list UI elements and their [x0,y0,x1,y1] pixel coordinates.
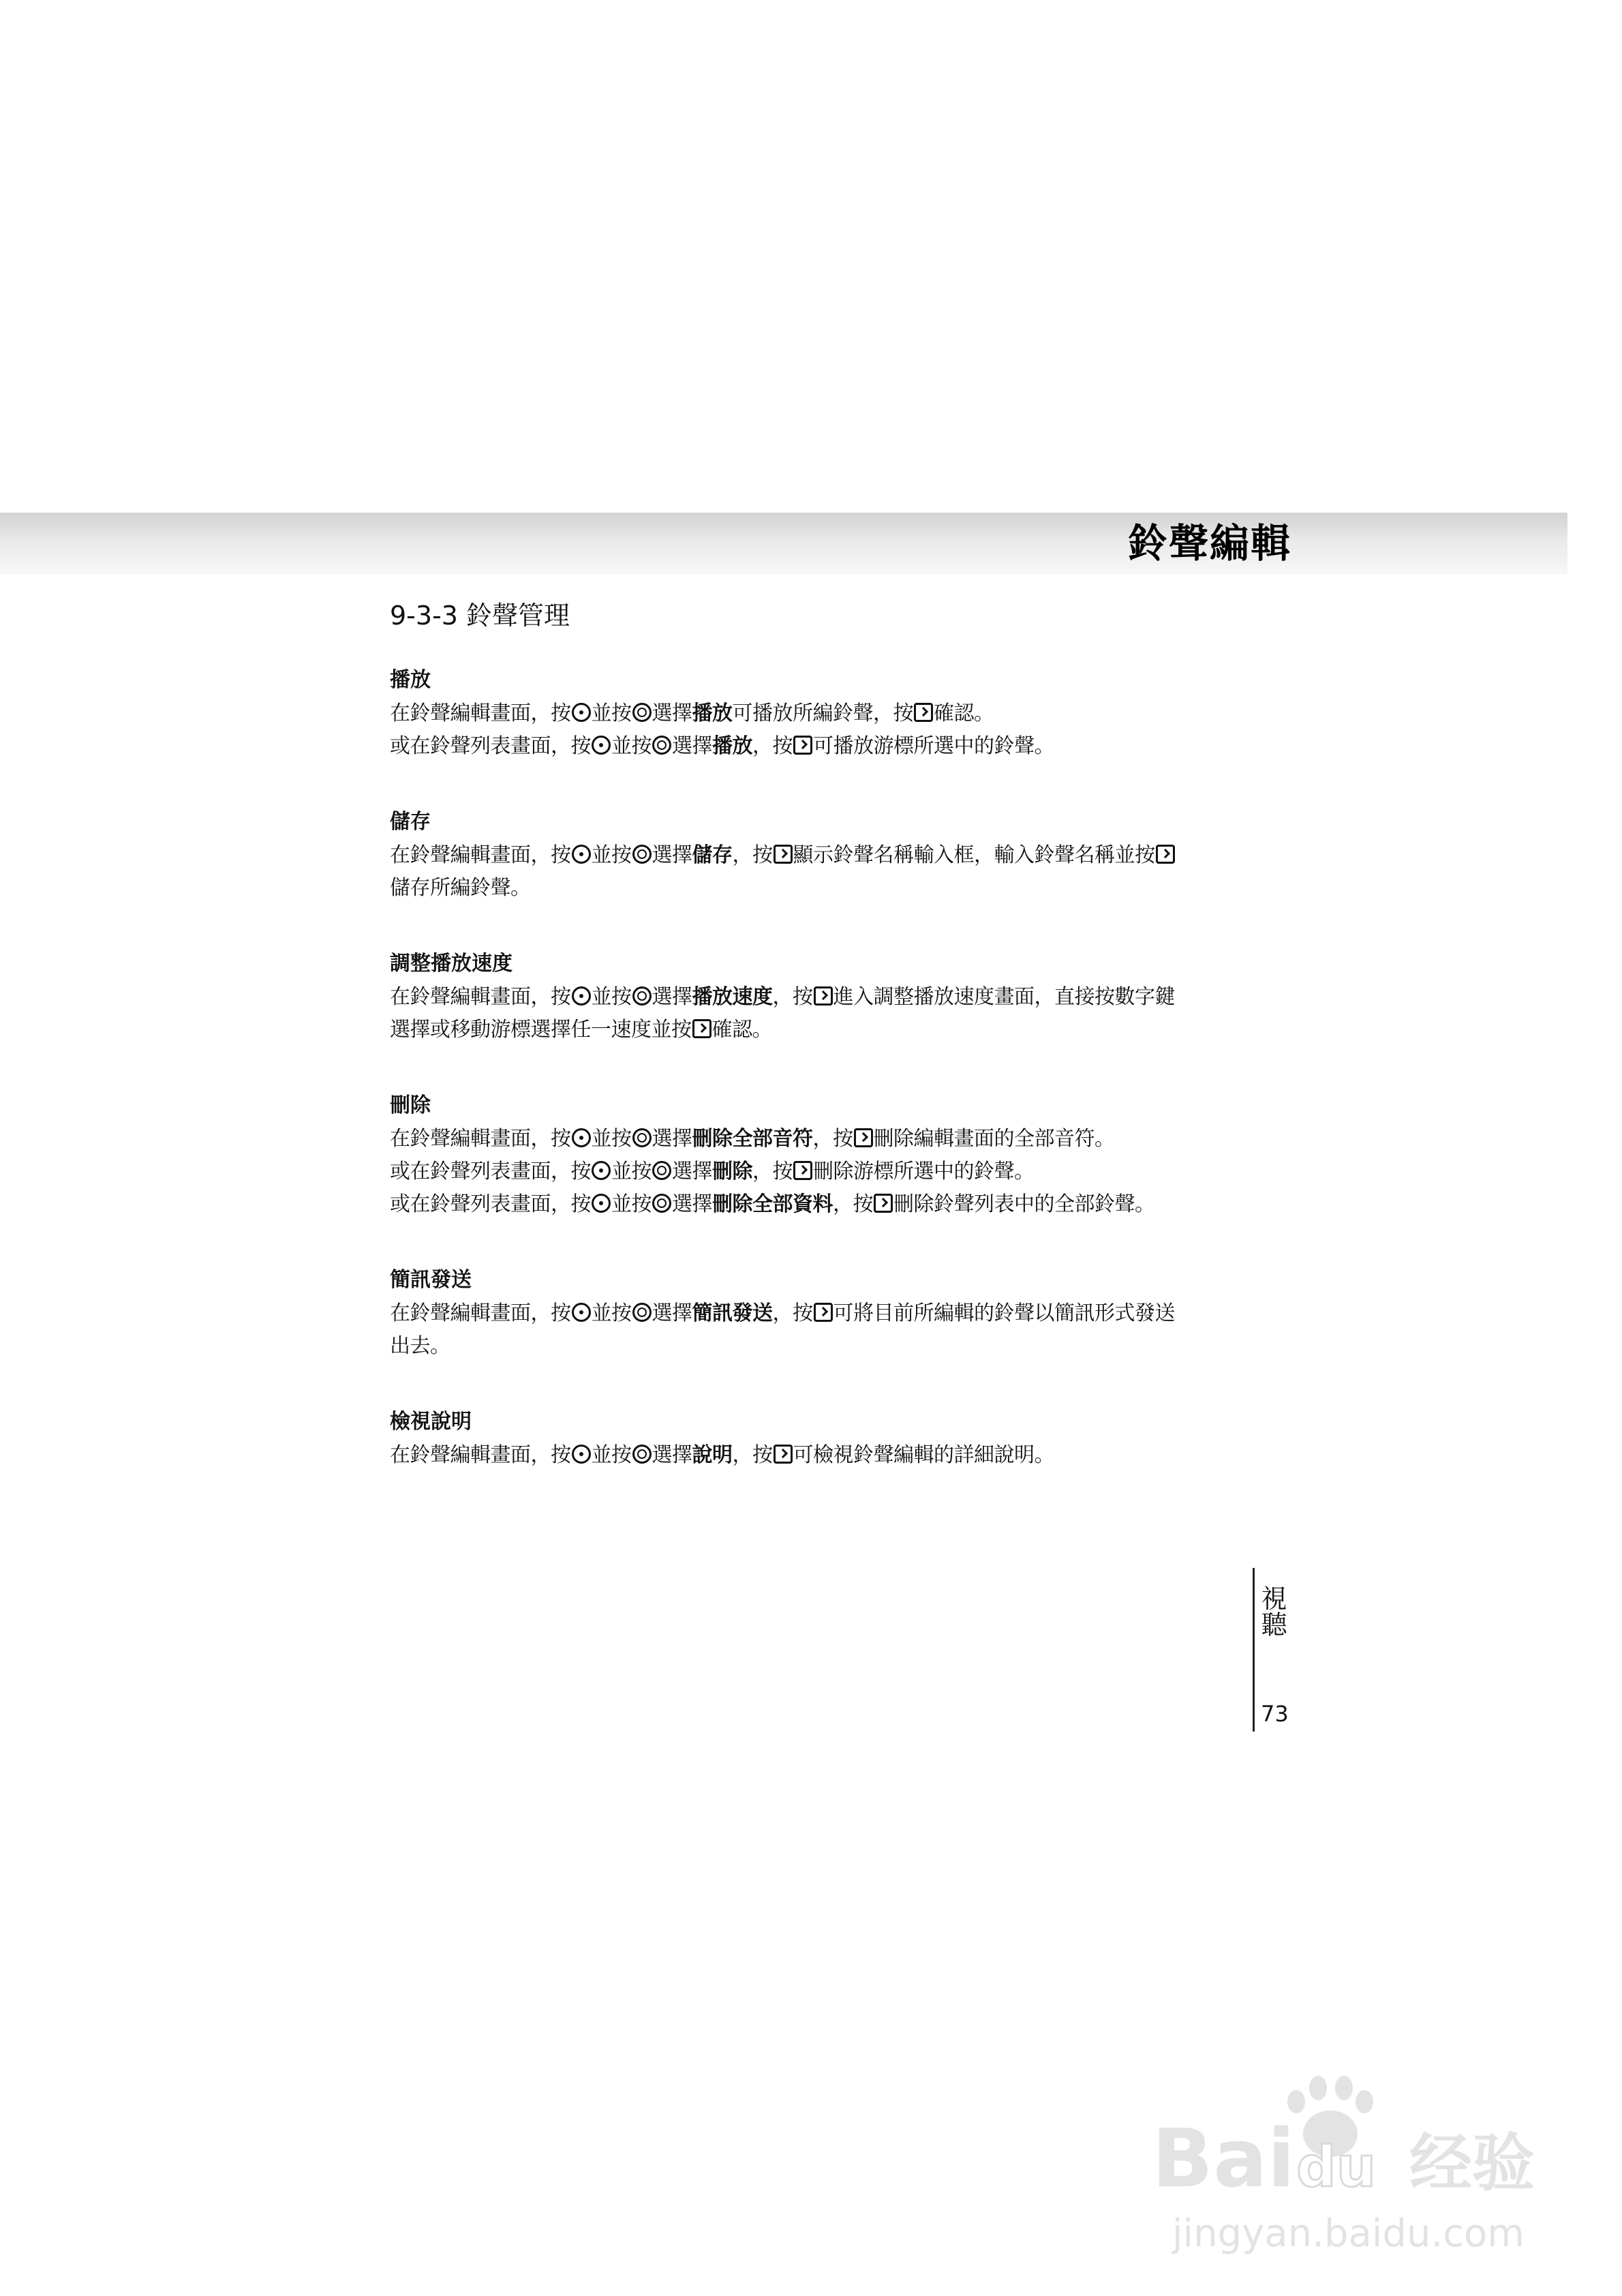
instruction-text: 可檢視鈴聲編輯的詳細說明。 [793,1443,1054,1467]
instruction-text: 並按 [611,1192,652,1216]
main-content [390,594,1235,1514]
ok-key-icon [914,703,933,722]
instruction-text: ，按 [812,1127,853,1151]
nav-key-icon [572,1445,591,1464]
watermark-brand: Bai [1152,2111,1296,2205]
instruction-line [390,1123,1235,1155]
chapter-title: 鈴聲編輯 [1127,520,1291,567]
instruction-text: ，按 [732,1443,773,1467]
instruction-text: 並按 [611,734,652,758]
instruction-block [390,1405,1235,1472]
instruction-line [390,730,1235,763]
instruction-text: 選擇 [672,734,712,758]
ok-key-icon [1156,845,1175,864]
instruction-text: 並按 [591,701,632,725]
ok-key-icon [793,736,812,755]
nav-key-icon [592,1194,611,1213]
instruction-text: 確認。 [934,701,994,725]
block-title: 刪除 [390,1093,431,1117]
instruction-text: 刪除編輯畫面的全部音符。 [873,1127,1115,1151]
instruction-text: ，按 [752,734,793,758]
instruction-block [390,663,1235,763]
instruction-text: 出去。 [390,1334,450,1358]
instruction-text: 刪除游標所選中的鈴聲。 [813,1160,1035,1183]
instruction-block [390,1089,1235,1221]
instruction-text: 刪除鈴聲列表中的全部鈴聲。 [893,1192,1155,1216]
instruction-text: 或在鈴聲列表畫面，按 [390,1160,591,1183]
scroll-key-icon [632,1445,652,1464]
instruction-text: 確認。 [711,1018,772,1042]
instruction-text: ，按 [772,985,813,1009]
instruction-text: 選擇 [652,1443,692,1467]
scroll-key-icon [632,986,652,1006]
instruction-text: 並按 [591,843,632,867]
instruction-text: 在鈴聲編輯畫面，按 [390,1301,571,1325]
ok-key-icon [793,1161,812,1180]
instruction-text: 並按 [591,985,632,1009]
ok-key-icon [854,1128,873,1147]
instruction-text: 可將目前所編輯的鈴聲以簡訊形式發送 [833,1301,1175,1325]
instruction-text: 並按 [611,1160,652,1183]
ok-key-icon [774,845,793,864]
instruction-text: 選擇或移動游標選擇任一速度並按 [390,1018,692,1042]
instruction-text: 儲存所編鈴聲。 [390,876,531,900]
instruction-text: 或在鈴聲列表畫面，按 [390,1192,591,1216]
scroll-key-icon [632,845,652,864]
instruction-line [390,1439,1235,1472]
instruction-line [390,697,1235,730]
nav-key-icon [572,986,591,1006]
instruction-block [390,1263,1235,1363]
menu-option-text: 刪除全部音符 [692,1127,813,1151]
instruction-line [390,981,1235,1014]
instruction-text: 選擇 [652,1301,692,1325]
side-tab-label: 視聽 [1257,1585,1287,1637]
instruction-text: ，按 [772,1301,813,1325]
scroll-key-icon [632,703,652,722]
instruction-line [390,1014,1235,1046]
menu-option-text: 簡訊發送 [692,1301,773,1325]
scroll-key-icon [652,1161,671,1180]
chapter-header-band [0,513,1567,574]
watermark-url: jingyan.baidu.com [1172,2211,1525,2256]
instruction-block [390,805,1235,905]
nav-key-icon [572,1303,591,1322]
scroll-key-icon [632,1128,652,1147]
instruction-text: 選擇 [672,1192,712,1216]
nav-key-icon [572,845,591,864]
instruction-line [390,1155,1235,1188]
scroll-key-icon [652,736,671,755]
scroll-key-icon [652,1194,671,1213]
instruction-text: 在鈴聲編輯畫面，按 [390,1443,571,1467]
instruction-block [390,947,1235,1046]
nav-key-icon [572,703,591,722]
menu-option-text: 播放速度 [692,985,773,1009]
instruction-blocks [390,663,1235,1472]
menu-option-text: 播放 [692,701,733,725]
instruction-text: 並按 [591,1301,632,1325]
ok-key-icon [692,1019,711,1038]
instruction-text: 選擇 [652,985,692,1009]
instruction-text: 選擇 [652,1127,692,1151]
instruction-line [390,1188,1235,1221]
instruction-text: ，按 [732,843,773,867]
instruction-text: 選擇 [652,701,692,725]
block-title: 檢視說明 [390,1410,472,1434]
block-title: 簡訊發送 [390,1268,472,1292]
instruction-text: ，按 [833,1192,873,1216]
nav-key-icon [592,736,611,755]
baidu-jingyan-watermark [1152,2062,1561,2267]
instruction-text: 選擇 [672,1160,712,1183]
ok-key-icon [814,1303,833,1322]
scroll-key-icon [632,1303,652,1322]
block-title: 調整播放速度 [390,952,512,976]
instruction-line [390,839,1235,872]
instruction-text: 顯示鈴聲名稱輸入框，輸入鈴聲名稱並按 [793,843,1155,867]
menu-option-text: 刪除全部資料 [712,1192,833,1216]
nav-key-icon [592,1161,611,1180]
instruction-text: 並按 [591,1127,632,1151]
menu-option-text: 儲存 [692,843,733,867]
menu-option-text: 說明 [692,1443,733,1467]
instruction-text: 可播放所編鈴聲，按 [732,701,913,725]
block-title: 播放 [390,668,431,692]
instruction-text: 在鈴聲編輯畫面，按 [390,843,571,867]
menu-option-text: 刪除 [712,1160,752,1183]
watermark-suffix: 经验 [1409,2127,1535,2200]
instruction-text: 在鈴聲編輯畫面，按 [390,985,571,1009]
watermark-brand-du: du [1296,2135,1377,2200]
instruction-text: ，按 [752,1160,793,1183]
nav-key-icon [572,1128,591,1147]
ok-key-icon [814,986,833,1006]
page-number: 73 [1261,1701,1289,1727]
menu-option-text: 播放 [712,734,752,758]
instruction-text: 或在鈴聲列表畫面，按 [390,734,591,758]
instruction-line [390,1297,1235,1330]
instruction-line [390,1330,1235,1363]
instruction-text: 進入調整播放速度畫面，直接按數字鍵 [833,985,1175,1009]
instruction-text: 選擇 [652,843,692,867]
instruction-text: 在鈴聲編輯畫面，按 [390,1127,571,1151]
instruction-text: 可播放游標所選中的鈴聲。 [813,734,1054,758]
instruction-text: 在鈴聲編輯畫面，按 [390,701,571,725]
section-heading: 9-3-3 鈴聲管理 [390,601,570,631]
ok-key-icon [874,1194,893,1213]
block-title: 儲存 [390,810,431,834]
instruction-text: 並按 [591,1443,632,1467]
instruction-line [390,872,1235,905]
ok-key-icon [774,1445,793,1464]
side-tab-rule [1253,1568,1255,1732]
